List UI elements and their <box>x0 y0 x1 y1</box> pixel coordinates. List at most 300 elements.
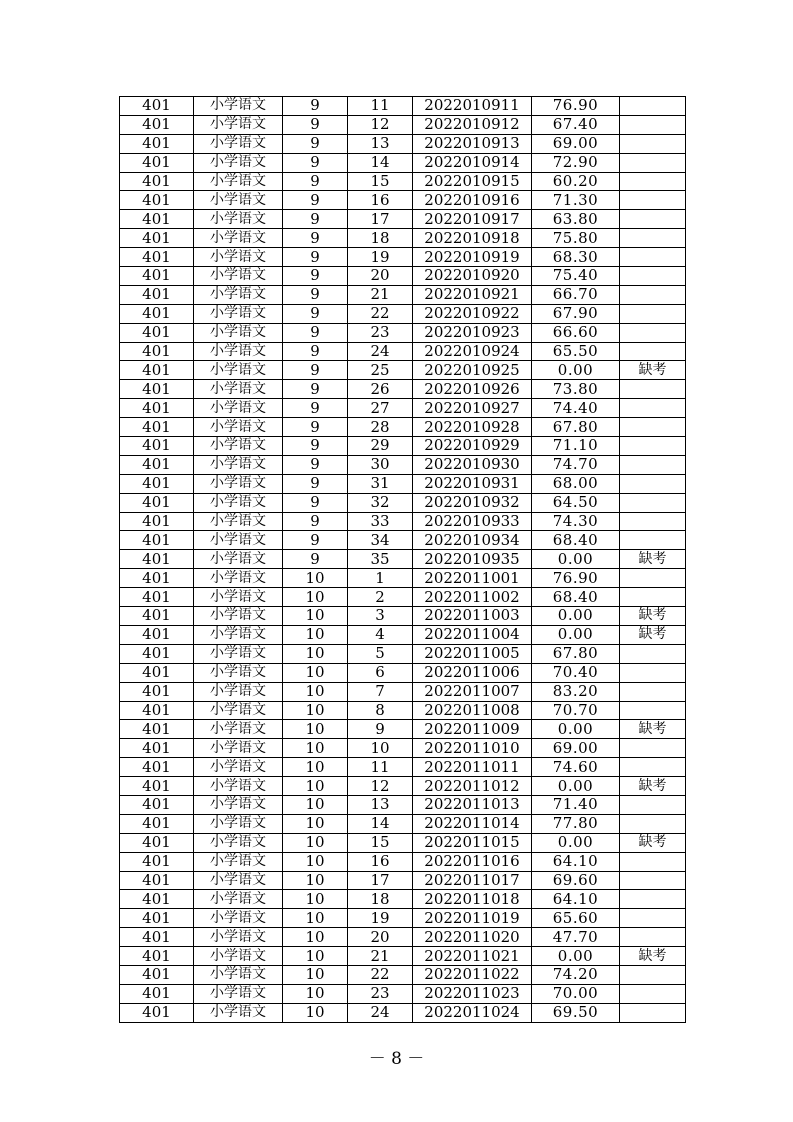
ticket-number-cell: 2022010928 <box>413 418 532 437</box>
ticket-number-cell: 2022010913 <box>413 134 532 153</box>
subject-cell: 小学语文 <box>194 210 283 229</box>
ticket-number-cell: 2022011002 <box>413 588 532 607</box>
table-row <box>120 777 686 796</box>
subject-cell: 小学语文 <box>194 474 283 493</box>
score-cell: 70.00 <box>532 984 620 1003</box>
subject-cell: 小学语文 <box>194 380 283 399</box>
ticket-number-cell: 2022010927 <box>413 399 532 418</box>
note-cell: 缺考 <box>620 720 686 739</box>
room-number-cell: 9 <box>283 493 348 512</box>
note-cell: 缺考 <box>620 625 686 644</box>
room-number-cell: 9 <box>283 97 348 116</box>
table-row <box>120 267 686 286</box>
subject-cell: 小学语文 <box>194 965 283 984</box>
score-cell: 0.00 <box>532 625 620 644</box>
score-cell: 47.70 <box>532 928 620 947</box>
seat-number-cell: 19 <box>348 248 413 267</box>
note-cell <box>620 663 686 682</box>
room-number-cell: 10 <box>283 928 348 947</box>
note-cell <box>620 97 686 116</box>
note-cell <box>620 229 686 248</box>
subject-cell: 小学语文 <box>194 758 283 777</box>
table-row <box>120 833 686 852</box>
exam-code-cell: 401 <box>120 833 194 852</box>
subject-cell: 小学语文 <box>194 852 283 871</box>
seat-number-cell: 15 <box>348 833 413 852</box>
score-cell: 0.00 <box>532 720 620 739</box>
note-cell <box>620 323 686 342</box>
ticket-number-cell: 2022011013 <box>413 795 532 814</box>
ticket-number-cell: 2022010921 <box>413 285 532 304</box>
subject-cell: 小学语文 <box>194 399 283 418</box>
room-number-cell: 10 <box>283 871 348 890</box>
exam-code-cell: 401 <box>120 928 194 947</box>
seat-number-cell: 7 <box>348 682 413 701</box>
subject-cell: 小学语文 <box>194 909 283 928</box>
room-number-cell: 10 <box>283 720 348 739</box>
exam-code-cell: 401 <box>120 701 194 720</box>
exam-code-cell: 401 <box>120 965 194 984</box>
table-row <box>120 115 686 134</box>
seat-number-cell: 13 <box>348 134 413 153</box>
table-row <box>120 909 686 928</box>
seat-number-cell: 16 <box>348 852 413 871</box>
score-cell: 64.50 <box>532 493 620 512</box>
note-cell <box>620 871 686 890</box>
room-number-cell: 9 <box>283 229 348 248</box>
exam-code-cell: 401 <box>120 1003 194 1022</box>
ticket-number-cell: 2022010916 <box>413 191 532 210</box>
seat-number-cell: 33 <box>348 512 413 531</box>
subject-cell: 小学语文 <box>194 304 283 323</box>
room-number-cell: 10 <box>283 682 348 701</box>
subject-cell: 小学语文 <box>194 361 283 380</box>
seat-number-cell: 25 <box>348 361 413 380</box>
ticket-number-cell: 2022011006 <box>413 663 532 682</box>
room-number-cell: 9 <box>283 531 348 550</box>
seat-number-cell: 34 <box>348 531 413 550</box>
exam-code-cell: 401 <box>120 115 194 134</box>
subject-cell: 小学语文 <box>194 323 283 342</box>
room-number-cell: 9 <box>283 342 348 361</box>
exam-code-cell: 401 <box>120 607 194 626</box>
note-cell <box>620 795 686 814</box>
ticket-number-cell: 2022010925 <box>413 361 532 380</box>
ticket-number-cell: 2022010929 <box>413 437 532 456</box>
room-number-cell: 9 <box>283 418 348 437</box>
subject-cell: 小学语文 <box>194 890 283 909</box>
table-row <box>120 229 686 248</box>
score-cell: 67.90 <box>532 304 620 323</box>
ticket-number-cell: 2022011004 <box>413 625 532 644</box>
score-cell: 74.30 <box>532 512 620 531</box>
table-row <box>120 191 686 210</box>
ticket-number-cell: 2022010915 <box>413 172 532 191</box>
note-cell: 缺考 <box>620 550 686 569</box>
exam-code-cell: 401 <box>120 531 194 550</box>
note-cell <box>620 965 686 984</box>
room-number-cell: 9 <box>283 172 348 191</box>
ticket-number-cell: 2022011001 <box>413 569 532 588</box>
subject-cell: 小学语文 <box>194 267 283 286</box>
note-cell <box>620 115 686 134</box>
note-cell: 缺考 <box>620 607 686 626</box>
table-row <box>120 701 686 720</box>
seat-number-cell: 20 <box>348 267 413 286</box>
room-number-cell: 9 <box>283 380 348 399</box>
table-row <box>120 984 686 1003</box>
exam-code-cell: 401 <box>120 248 194 267</box>
score-cell: 68.30 <box>532 248 620 267</box>
table-row <box>120 720 686 739</box>
seat-number-cell: 23 <box>348 984 413 1003</box>
ticket-number-cell: 2022010914 <box>413 153 532 172</box>
ticket-number-cell: 2022011011 <box>413 758 532 777</box>
note-cell <box>620 984 686 1003</box>
room-number-cell: 10 <box>283 1003 348 1022</box>
table-row <box>120 342 686 361</box>
subject-cell: 小学语文 <box>194 418 283 437</box>
score-cell: 0.00 <box>532 777 620 796</box>
score-table <box>119 96 686 1023</box>
ticket-number-cell: 2022011016 <box>413 852 532 871</box>
room-number-cell: 10 <box>283 588 348 607</box>
table-row <box>120 153 686 172</box>
table-row <box>120 97 686 116</box>
room-number-cell: 9 <box>283 115 348 134</box>
note-cell <box>620 191 686 210</box>
note-cell <box>620 739 686 758</box>
score-cell: 64.10 <box>532 852 620 871</box>
exam-code-cell: 401 <box>120 342 194 361</box>
note-cell <box>620 153 686 172</box>
subject-cell: 小学语文 <box>194 153 283 172</box>
note-cell <box>620 569 686 588</box>
room-number-cell: 10 <box>283 758 348 777</box>
seat-number-cell: 16 <box>348 191 413 210</box>
exam-code-cell: 401 <box>120 984 194 1003</box>
subject-cell: 小学语文 <box>194 248 283 267</box>
seat-number-cell: 17 <box>348 871 413 890</box>
ticket-number-cell: 2022011007 <box>413 682 532 701</box>
exam-code-cell: 401 <box>120 474 194 493</box>
seat-number-cell: 6 <box>348 663 413 682</box>
ticket-number-cell: 2022010911 <box>413 97 532 116</box>
score-cell: 72.90 <box>532 153 620 172</box>
seat-number-cell: 19 <box>348 909 413 928</box>
score-cell: 74.60 <box>532 758 620 777</box>
subject-cell: 小学语文 <box>194 191 283 210</box>
note-cell <box>620 474 686 493</box>
seat-number-cell: 13 <box>348 795 413 814</box>
score-cell: 70.40 <box>532 663 620 682</box>
room-number-cell: 9 <box>283 323 348 342</box>
room-number-cell: 9 <box>283 361 348 380</box>
room-number-cell: 9 <box>283 455 348 474</box>
score-cell: 70.70 <box>532 701 620 720</box>
ticket-number-cell: 2022010919 <box>413 248 532 267</box>
ticket-number-cell: 2022010917 <box>413 210 532 229</box>
note-cell <box>620 493 686 512</box>
exam-code-cell: 401 <box>120 493 194 512</box>
table-row <box>120 965 686 984</box>
table-row <box>120 663 686 682</box>
score-cell: 74.70 <box>532 455 620 474</box>
score-cell: 63.80 <box>532 210 620 229</box>
ticket-number-cell: 2022010934 <box>413 531 532 550</box>
ticket-number-cell: 2022011023 <box>413 984 532 1003</box>
subject-cell: 小学语文 <box>194 569 283 588</box>
score-cell: 0.00 <box>532 550 620 569</box>
subject-cell: 小学语文 <box>194 644 283 663</box>
note-cell <box>620 418 686 437</box>
note-cell <box>620 304 686 323</box>
seat-number-cell: 20 <box>348 928 413 947</box>
score-cell: 67.40 <box>532 115 620 134</box>
exam-code-cell: 401 <box>120 399 194 418</box>
table-row <box>120 871 686 890</box>
note-cell: 缺考 <box>620 833 686 852</box>
ticket-number-cell: 2022011024 <box>413 1003 532 1022</box>
table-row <box>120 361 686 380</box>
table-row <box>120 739 686 758</box>
exam-code-cell: 401 <box>120 947 194 966</box>
room-number-cell: 10 <box>283 625 348 644</box>
exam-code-cell: 401 <box>120 455 194 474</box>
subject-cell: 小学语文 <box>194 739 283 758</box>
ticket-number-cell: 2022011018 <box>413 890 532 909</box>
ticket-number-cell: 2022011010 <box>413 739 532 758</box>
ticket-number-cell: 2022010933 <box>413 512 532 531</box>
table-row <box>120 512 686 531</box>
room-number-cell: 9 <box>283 437 348 456</box>
exam-code-cell: 401 <box>120 229 194 248</box>
ticket-number-cell: 2022010922 <box>413 304 532 323</box>
table-row <box>120 380 686 399</box>
seat-number-cell: 18 <box>348 229 413 248</box>
note-cell <box>620 682 686 701</box>
note-cell: 缺考 <box>620 947 686 966</box>
score-cell: 69.50 <box>532 1003 620 1022</box>
score-cell: 68.40 <box>532 531 620 550</box>
exam-code-cell: 401 <box>120 852 194 871</box>
score-cell: 0.00 <box>532 607 620 626</box>
table-row <box>120 474 686 493</box>
room-number-cell: 9 <box>283 267 348 286</box>
ticket-number-cell: 2022011012 <box>413 777 532 796</box>
exam-code-cell: 401 <box>120 739 194 758</box>
exam-code-cell: 401 <box>120 682 194 701</box>
subject-cell: 小学语文 <box>194 229 283 248</box>
exam-code-cell: 401 <box>120 267 194 286</box>
seat-number-cell: 22 <box>348 304 413 323</box>
subject-cell: 小学语文 <box>194 285 283 304</box>
note-cell <box>620 588 686 607</box>
ticket-number-cell: 2022010924 <box>413 342 532 361</box>
exam-code-cell: 401 <box>120 210 194 229</box>
exam-code-cell: 401 <box>120 720 194 739</box>
ticket-number-cell: 2022011022 <box>413 965 532 984</box>
ticket-number-cell: 2022010932 <box>413 493 532 512</box>
seat-number-cell: 11 <box>348 758 413 777</box>
table-row <box>120 455 686 474</box>
note-cell <box>620 455 686 474</box>
ticket-number-cell: 2022010920 <box>413 267 532 286</box>
room-number-cell: 9 <box>283 474 348 493</box>
table-row <box>120 644 686 663</box>
room-number-cell: 10 <box>283 965 348 984</box>
subject-cell: 小学语文 <box>194 777 283 796</box>
subject-cell: 小学语文 <box>194 814 283 833</box>
exam-code-cell: 401 <box>120 437 194 456</box>
table-row <box>120 134 686 153</box>
note-cell <box>620 852 686 871</box>
note-cell <box>620 342 686 361</box>
score-cell: 0.00 <box>532 947 620 966</box>
room-number-cell: 9 <box>283 248 348 267</box>
table-row <box>120 814 686 833</box>
score-cell: 74.20 <box>532 965 620 984</box>
seat-number-cell: 18 <box>348 890 413 909</box>
score-cell: 68.00 <box>532 474 620 493</box>
note-cell <box>620 1003 686 1022</box>
score-cell: 71.30 <box>532 191 620 210</box>
seat-number-cell: 32 <box>348 493 413 512</box>
room-number-cell: 10 <box>283 833 348 852</box>
table-row <box>120 947 686 966</box>
room-number-cell: 10 <box>283 947 348 966</box>
seat-number-cell: 24 <box>348 342 413 361</box>
score-cell: 69.00 <box>532 134 620 153</box>
subject-cell: 小学语文 <box>194 663 283 682</box>
subject-cell: 小学语文 <box>194 720 283 739</box>
table-row <box>120 172 686 191</box>
seat-number-cell: 17 <box>348 210 413 229</box>
subject-cell: 小学语文 <box>194 984 283 1003</box>
subject-cell: 小学语文 <box>194 947 283 966</box>
seat-number-cell: 22 <box>348 965 413 984</box>
seat-number-cell: 10 <box>348 739 413 758</box>
exam-code-cell: 401 <box>120 304 194 323</box>
room-number-cell: 9 <box>283 512 348 531</box>
seat-number-cell: 24 <box>348 1003 413 1022</box>
seat-number-cell: 2 <box>348 588 413 607</box>
score-cell: 65.60 <box>532 909 620 928</box>
ticket-number-cell: 2022010935 <box>413 550 532 569</box>
room-number-cell: 9 <box>283 191 348 210</box>
ticket-number-cell: 2022011017 <box>413 871 532 890</box>
room-number-cell: 10 <box>283 814 348 833</box>
seat-number-cell: 8 <box>348 701 413 720</box>
table-row <box>120 304 686 323</box>
exam-code-cell: 401 <box>120 890 194 909</box>
score-cell: 76.90 <box>532 97 620 116</box>
score-cell: 73.80 <box>532 380 620 399</box>
note-cell <box>620 248 686 267</box>
table-row <box>120 607 686 626</box>
table-row <box>120 285 686 304</box>
score-cell: 83.20 <box>532 682 620 701</box>
seat-number-cell: 4 <box>348 625 413 644</box>
score-cell: 74.40 <box>532 399 620 418</box>
note-cell <box>620 701 686 720</box>
ticket-number-cell: 2022011009 <box>413 720 532 739</box>
subject-cell: 小学语文 <box>194 97 283 116</box>
table-row <box>120 795 686 814</box>
ticket-number-cell: 2022011021 <box>413 947 532 966</box>
score-cell: 77.80 <box>532 814 620 833</box>
exam-code-cell: 401 <box>120 361 194 380</box>
seat-number-cell: 31 <box>348 474 413 493</box>
exam-code-cell: 401 <box>120 663 194 682</box>
note-cell <box>620 399 686 418</box>
ticket-number-cell: 2022011019 <box>413 909 532 928</box>
seat-number-cell: 21 <box>348 285 413 304</box>
exam-code-cell: 401 <box>120 418 194 437</box>
subject-cell: 小学语文 <box>194 795 283 814</box>
note-cell <box>620 909 686 928</box>
score-cell: 76.90 <box>532 569 620 588</box>
subject-cell: 小学语文 <box>194 607 283 626</box>
note-cell <box>620 928 686 947</box>
seat-number-cell: 12 <box>348 115 413 134</box>
seat-number-cell: 15 <box>348 172 413 191</box>
ticket-number-cell: 2022010931 <box>413 474 532 493</box>
score-cell: 0.00 <box>532 361 620 380</box>
table-row <box>120 928 686 947</box>
seat-number-cell: 14 <box>348 814 413 833</box>
subject-cell: 小学语文 <box>194 588 283 607</box>
note-cell <box>620 210 686 229</box>
exam-code-cell: 401 <box>120 644 194 663</box>
seat-number-cell: 30 <box>348 455 413 474</box>
ticket-number-cell: 2022010918 <box>413 229 532 248</box>
exam-code-cell: 401 <box>120 153 194 172</box>
seat-number-cell: 35 <box>348 550 413 569</box>
score-cell: 66.70 <box>532 285 620 304</box>
ticket-number-cell: 2022011003 <box>413 607 532 626</box>
subject-cell: 小学语文 <box>194 134 283 153</box>
note-cell <box>620 644 686 663</box>
note-cell <box>620 437 686 456</box>
score-cell: 69.60 <box>532 871 620 890</box>
room-number-cell: 9 <box>283 285 348 304</box>
exam-code-cell: 401 <box>120 97 194 116</box>
seat-number-cell: 9 <box>348 720 413 739</box>
subject-cell: 小学语文 <box>194 1003 283 1022</box>
seat-number-cell: 21 <box>348 947 413 966</box>
table-row <box>120 852 686 871</box>
table-row <box>120 323 686 342</box>
subject-cell: 小学语文 <box>194 871 283 890</box>
score-cell: 75.80 <box>532 229 620 248</box>
subject-cell: 小学语文 <box>194 115 283 134</box>
table-row <box>120 682 686 701</box>
subject-cell: 小学语文 <box>194 928 283 947</box>
room-number-cell: 9 <box>283 304 348 323</box>
score-cell: 67.80 <box>532 418 620 437</box>
note-cell <box>620 890 686 909</box>
room-number-cell: 10 <box>283 607 348 626</box>
ticket-number-cell: 2022011015 <box>413 833 532 852</box>
note-cell <box>620 758 686 777</box>
table-row <box>120 588 686 607</box>
table-row <box>120 418 686 437</box>
room-number-cell: 10 <box>283 701 348 720</box>
note-cell <box>620 267 686 286</box>
table-row <box>120 625 686 644</box>
exam-code-cell: 401 <box>120 814 194 833</box>
